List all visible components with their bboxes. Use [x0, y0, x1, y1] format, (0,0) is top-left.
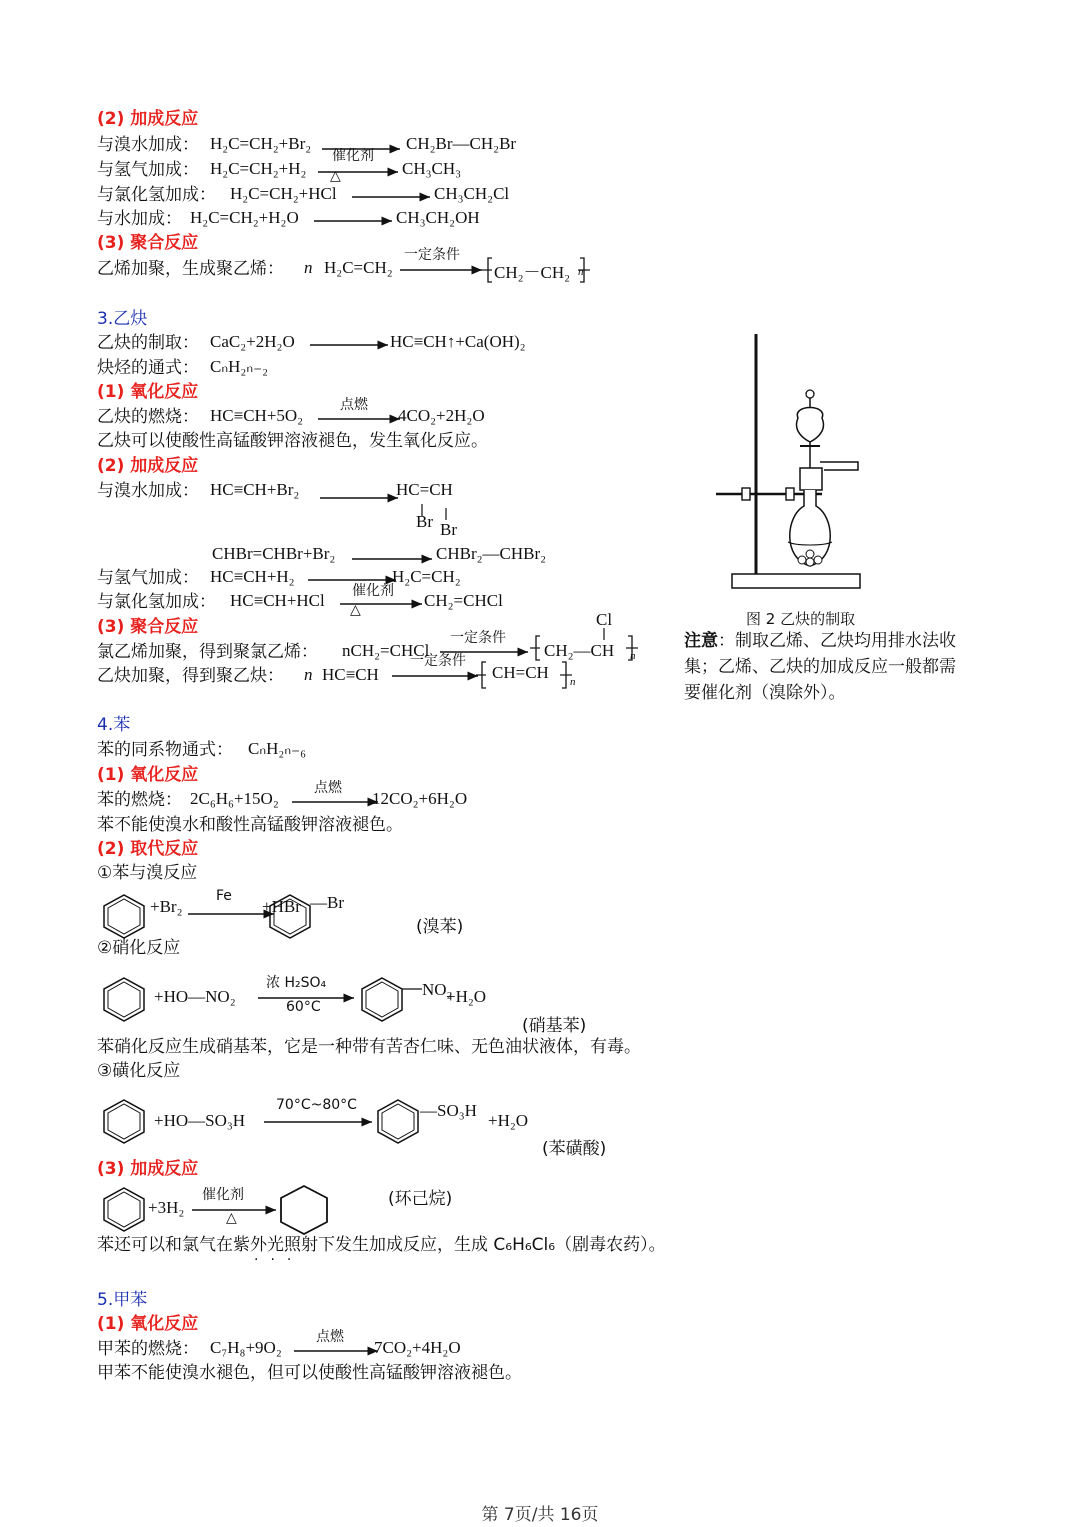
- sulfonic-substituent: —SO₃H: [420, 1101, 477, 1120]
- eq-toluene-burn-product: 7CO₂+4H₂O: [374, 1338, 461, 1357]
- arrow-toluene-burn: [294, 1349, 380, 1353]
- eq-nitration-reactant: +HO—NO₂: [154, 987, 236, 1006]
- cond-heat-benzene: △: [226, 1210, 237, 1226]
- heading-oxidation-acetylene: (1) 氧化反应: [97, 382, 199, 402]
- eq-acetylene-h2-product: H₂C=CH₂: [392, 567, 461, 586]
- cond-heat-hcl: △: [350, 602, 361, 618]
- text-benzene-chlorine-add: 苯还可以和氯气在紫外光照射下发生加成反应，生成 C₆H₆Cl₆（剧毒农药）。: [97, 1235, 666, 1255]
- eq-burn-product: 4CO₂+2H₂O: [398, 406, 485, 425]
- heading-substitution-benzene: (2) 取代反应: [97, 839, 199, 859]
- label-hcl-add: 与氯化氢加成：: [97, 185, 216, 205]
- label-benzene-burn: 苯的燃烧：: [97, 790, 182, 810]
- eq-hcl-product: CH₃CH₂Cl: [434, 184, 510, 203]
- label-h2-add: 与氢气加成：: [97, 160, 199, 180]
- br-substituent-2: Br: [440, 520, 457, 539]
- page-footer: 第 7页/共 16页: [481, 1505, 599, 1525]
- label-h2o-add: 与水加成：: [97, 209, 182, 229]
- cond-pa: 一定条件: [410, 653, 466, 669]
- text-toluene-kmno4: 甲苯不能使溴水褪色，但可以使酸性高锰酸钾溶液褪色。: [97, 1363, 522, 1383]
- eq-h2-reactants: H₂C=CH₂+H₂: [210, 159, 307, 178]
- alkyne-formula: CₙH₂ₙ₋₂: [210, 357, 268, 376]
- label-acetylene-hcl: 与氯化氢加成：: [97, 592, 216, 612]
- poly-subscript-n: n: [578, 266, 584, 278]
- eq-toluene-burn-reactants: C₇H₈+9O₂: [210, 1338, 282, 1357]
- figure-caption: 图 2 乙炔的制取: [746, 610, 856, 628]
- label-polyethylene: 乙烯加聚，生成聚乙烯：: [97, 259, 284, 279]
- arrow-sulfonation: [264, 1120, 374, 1124]
- title-sulfonation: ③磺化反应: [97, 1061, 181, 1081]
- arrow-hcl-add: [352, 195, 432, 199]
- cond-h2so4: 浓 H₂SO₄: [266, 975, 327, 991]
- label-benzene-homolog-formula: 苯的同系物通式：: [97, 740, 233, 760]
- heading-oxidation-benzene: (1) 氧化反应: [97, 765, 199, 785]
- bromo-substituent: —Br: [310, 893, 344, 912]
- arrow-acetylene-br: [320, 496, 400, 500]
- name-nitrobenzene: (硝基苯): [522, 1016, 587, 1036]
- eq-bromination-reactant: +Br₂: [150, 897, 183, 916]
- eq-prep-product: HC≡CH↑+Ca(OH)₂: [390, 332, 526, 351]
- cond-70-80c: 70°C~80°C: [276, 1097, 357, 1113]
- label-acetylene-prep: 乙炔的制取：: [97, 333, 199, 353]
- text-acetylene-kmno4: 乙炔可以使酸性高锰酸钾溶液褪色，发生氧化反应。: [97, 431, 488, 451]
- note-label: 注意: [684, 631, 718, 651]
- nitro-substituent: NO₂: [422, 980, 453, 999]
- pa-unit: CH=CH: [492, 663, 549, 682]
- eq-pa-reactant: HC≡CH: [322, 665, 379, 684]
- eq-br2-reactants: CHBr=CHBr+Br₂: [212, 544, 336, 563]
- cond-catalyst-hcl: 催化剂: [352, 583, 394, 599]
- eq-benzene-burn-product: 12CO₂+6H₂O: [372, 789, 468, 808]
- br-substituent-1: Br: [416, 512, 433, 531]
- arrow-br2: [352, 557, 434, 561]
- cond-catalyst: 催化剂: [332, 148, 374, 164]
- cond-heat: △: [330, 168, 341, 184]
- cond-pvc: 一定条件: [450, 630, 506, 646]
- eq-burn-reactants: HC≡CH+5O₂: [210, 406, 304, 425]
- name-bromobenzene: (溴苯): [416, 917, 464, 937]
- cond-toluene-ignite: 点燃: [316, 1329, 344, 1345]
- heading-addition-acetylene: (2) 加成反应: [97, 456, 199, 476]
- eq-sulfonation-h2o: +H₂O: [488, 1111, 529, 1130]
- arrow-pa: [392, 674, 480, 678]
- pa-subscript-n: n: [570, 676, 576, 688]
- cond-benzene-ignite: 点燃: [314, 780, 342, 796]
- eq-acetylene-br-reactants: HC≡CH+Br₂: [210, 480, 300, 499]
- note-text: ：制取乙烯、乙炔均用排水法收集；乙烯、乙炔的加成反应一般都需要催化剂（溴除外）。: [684, 631, 956, 703]
- label-polyacetylene: 乙炔加聚，得到聚乙炔：: [97, 666, 284, 686]
- eq-hcl-reactants: H₂C=CH₂+HCl: [230, 184, 337, 203]
- eq-sulfonation-reactant: +HO—SO₃H: [154, 1111, 246, 1130]
- emphasis-dots: ···: [254, 1252, 304, 1268]
- label-acetylene-h2: 与氢气加成：: [97, 568, 199, 588]
- section-title-acetylene: 3.乙炔: [97, 309, 148, 329]
- polyethylene-unit: CH₂－CH₂: [494, 263, 571, 282]
- text-nitrobenzene-desc: 苯硝化反应生成硝基苯，它是一种带有苦杏仁味、无色油状液体，有毒。: [97, 1037, 641, 1057]
- eq-h2o-product: CH₃CH₂OH: [396, 208, 480, 227]
- arrow-h2o-add: [314, 219, 394, 223]
- label-acetylene-burn: 乙炔的燃烧：: [97, 407, 199, 427]
- eq-br-product: CH₂Br—CH₂Br: [406, 134, 517, 153]
- benzene-ring-icon-3: [102, 1098, 146, 1144]
- label-br-add: 与溴水加成：: [97, 135, 199, 155]
- heading-addition-ethylene: (2) 加成反应: [97, 109, 199, 129]
- label-acetylene-br: 与溴水加成：: [97, 481, 199, 501]
- heading-addition-benzene: (3) 加成反应: [97, 1159, 199, 1179]
- arrow-benzene-burn: [292, 800, 380, 804]
- section-title-benzene: 4.苯: [97, 715, 131, 735]
- eq-benzene-burn-reactants: 2C₆H₆+15O₂: [190, 789, 279, 808]
- cond-60c: 60°C: [286, 999, 321, 1015]
- eq-hydrogenation-reactant: +3H₂: [148, 1198, 185, 1217]
- arrow-burn: [318, 417, 402, 421]
- cond-poly: 一定条件: [404, 247, 460, 263]
- eq-br-reactants: H₂C=CH₂+Br₂: [210, 134, 312, 153]
- pvc-chlorine: Cl: [596, 610, 613, 629]
- coef-n: n: [304, 258, 313, 277]
- section-title-toluene: 5.甲苯: [97, 1290, 148, 1310]
- eq-h2o-reactants: H₂C=CH₂+H₂O: [190, 208, 299, 227]
- arrow-poly: [400, 268, 484, 272]
- acetylene-apparatus-figure: [712, 328, 882, 593]
- eq-h2-product: CH₃CH₃: [402, 159, 462, 178]
- label-pvc: 氯乙烯加聚，得到聚氯乙烯：: [97, 642, 318, 662]
- cond-ignite: 点燃: [340, 397, 368, 413]
- heading-polymerization-ethylene: (3) 聚合反应: [97, 233, 199, 253]
- title-bromination: ①苯与溴反应: [97, 863, 198, 883]
- note-box: [684, 628, 960, 706]
- pvc-subscript-n: n: [630, 650, 636, 662]
- benzene-homolog-formula: CₙH₂ₙ₋₆: [248, 739, 306, 758]
- eq-prep-reactants: CaC₂+2H₂O: [210, 332, 295, 351]
- benzene-ring-icon: [102, 893, 146, 939]
- eq-pvc-reactant: nCH₂=CHCl: [342, 641, 430, 660]
- eq-br2-product: CHBr₂—CHBr₂: [436, 544, 547, 563]
- label-alkyne-formula: 炔烃的通式：: [97, 358, 199, 378]
- cond-catalyst-benzene: 催化剂: [202, 1187, 244, 1203]
- benzene-ring-icon-4: [102, 1186, 146, 1232]
- heading-polymerization-acetylene: (3) 聚合反应: [97, 617, 199, 637]
- eq-acetylene-br-product: HC=CH: [396, 480, 453, 499]
- text-benzene-no-color: 苯不能使溴水和酸性高锰酸钾溶液褪色。: [97, 815, 403, 835]
- eq-poly-reactant: H₂C=CH₂: [324, 258, 393, 277]
- title-nitration: ②硝化反应: [97, 938, 181, 958]
- eq-acetylene-hcl-product: CH₂=CHCl: [424, 591, 503, 610]
- name-benzenesulfonic-acid: (苯磺酸): [542, 1139, 607, 1159]
- eq-nitration-h2o: +H₂O: [446, 987, 487, 1006]
- pa-coef-n: n: [304, 665, 313, 684]
- eq-acetylene-h2-reactants: HC≡CH+H₂: [210, 567, 295, 586]
- nitrobenzene-ring-icon: [360, 976, 430, 1022]
- label-toluene-burn: 甲苯的燃烧：: [97, 1339, 199, 1359]
- name-cyclohexane: (环己烷): [388, 1189, 453, 1209]
- cond-fe: Fe: [216, 888, 232, 904]
- cyclohexane-ring-icon: [278, 1184, 330, 1236]
- benzene-ring-icon-2: [102, 976, 146, 1022]
- eq-bromination-hbr: +HBr: [262, 897, 301, 916]
- eq-acetylene-hcl-reactants: HC≡CH+HCl: [230, 591, 325, 610]
- heading-oxidation-toluene: (1) 氧化反应: [97, 1314, 199, 1334]
- arrow-prep: [310, 343, 390, 347]
- pvc-unit: CH₂—CH: [544, 641, 615, 660]
